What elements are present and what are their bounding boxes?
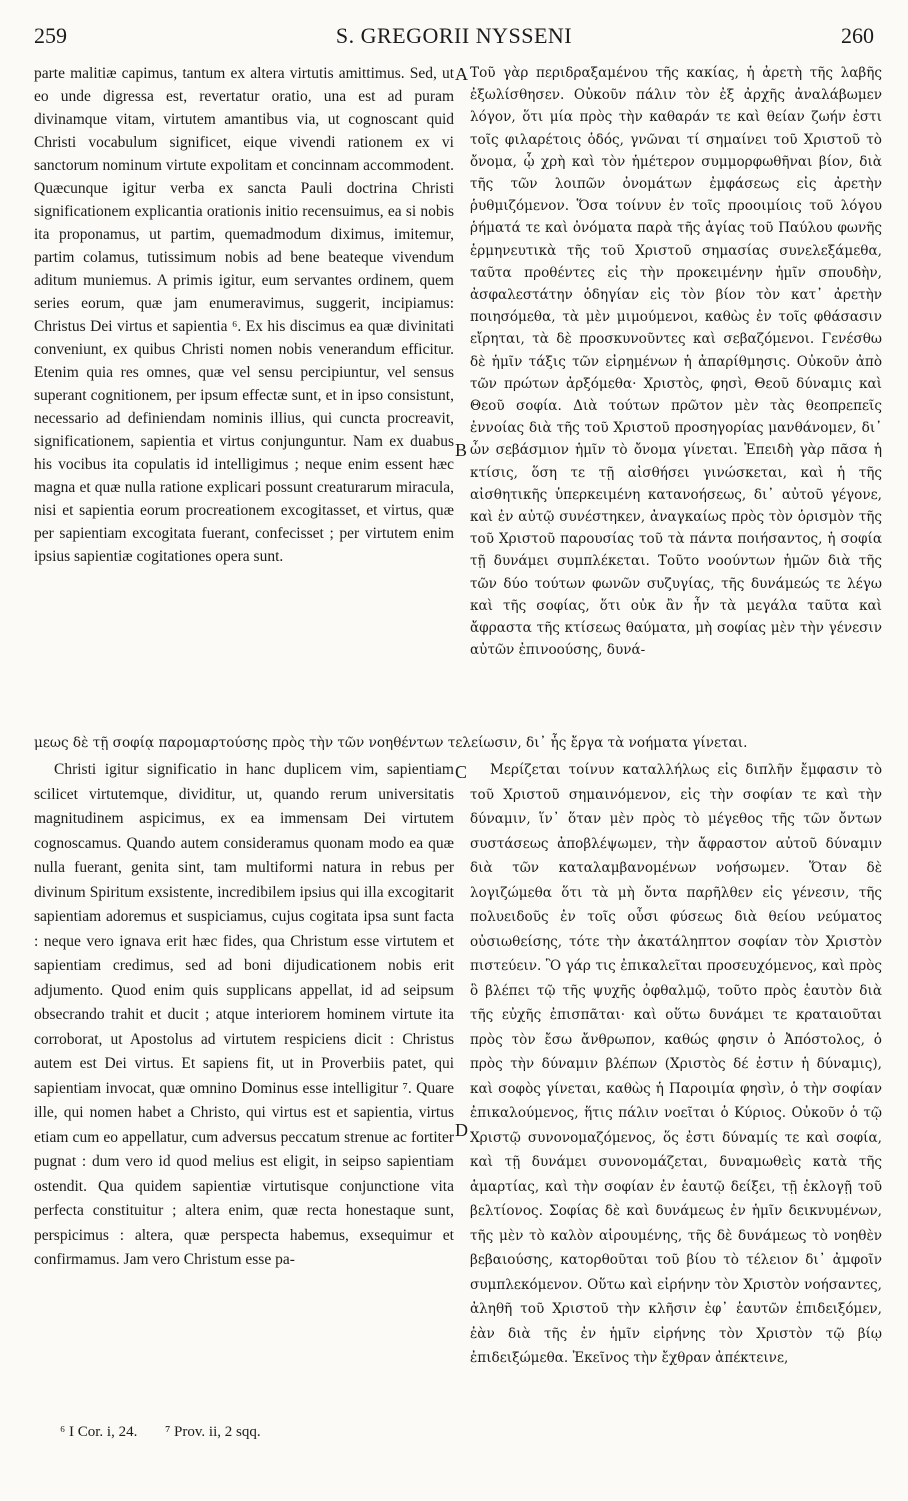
- greek-paragraph: Μερίζεται τοίνυν καταλλήλως εἰς διπλῆν ἔμφασιν τὸ τοῦ Χριστοῦ σημαινόμενον, εἰς τὴν σοφίαν τε καὶ τὴν δύναμιν, ἵν᾽ ὅταν μὲν πρὸς τὸ μέγεθος τῆς τῶν ὄντων συστάσεως ἀποβλέψωμεν, τὴν ἄφραστον αὐτοῦ δύναμιν διὰ τῶν καταλαμβανομένων νοήσωμεν. Ὅταν δὲ λογιζώμεθα ὅτι τὰ μὴ ὄντα παρῆλθεν εἰς γένεσιν, τῆς πολυειδοῦς ἐν τοῖς οὖσι φύσεως διὰ θείου νεύματος οὐσιωθείσης, τότε τὴν ἀκατάληπτον σοφίαν τὸν Χριστὸν πιστεύειν. Ὃ γάρ τις ἐπικαλεῖται προσευχόμενος, καὶ πρὸς ὃ βλέπει τῷ τῆς ψυχῆς ὀφθαλμῷ, τοῦτο πρὸς ἑαυτὸν διὰ τῆς εὐχῆς ἐπισπᾶται· καὶ οὕτω δυνάμει τε κραταιοῦται πρὸς τὸν ἔσω ἄνθρωπον, καθώς φησιν ὁ Ἀπόστολος, ὁ πρὸς τὴν δύναμιν βλέπων (Χριστὸς δέ ἐστιν ἡ δύναμις), καὶ σοφὸς γίνεται, καθὼς ἡ Παροιμία φησὶν, ὁ τὴν σοφίαν ἐπικαλούμενος, ἥτις πάλιν νοεῖται ὁ Κύριος. Οὐκοῦν ὁ τῷ Χριστῷ συνονομαζόμενος, ὅς ἐστι δύναμίς τε καὶ σοφία, καὶ τῇ δυνάμει συνονομάζεται, δυναμωθεὶς κατὰ τῆς ἁμαρτίας, καὶ τὴν σοφίαν ἐν ἑαυτῷ δείξει, τῇ ἐκλογῇ τοῦ βελτίονος. Σοφίας δὲ καὶ δυνάμεως ἐν ἡμῖν δεικνυμένων, τῆς μὲν τὸ καλὸν αἱρουμένης, τῆς δὲ δυνάμεως τὸ νοηθὲν βεβαιούσης, κατορθοῦται τοῦ βίου τὸ τέλειον δι᾽ ἀμφοῖν συμπλεκόμενον. Οὕτω καὶ εἰρήνην τὸν Χριστὸν νοήσαντες, ἀληθῆ τοῦ Χριστοῦ τὴν κλῆσιν ἐφ᾽ ἑαυτῶν ἐπιδειξόμεν, ἐὰν διὰ τῆς ἐν ἡμῖν εἰρήνης τὸν Χριστὸν τῷ βίῳ ἐπιδειξώμεθα. Ἐκεῖνος τὴν ἔχθραν ἀπέκτεινε,: [470, 762, 882, 1366]
- section-marker-d: D: [455, 1120, 468, 1140]
- page-number-right: 260: [841, 23, 874, 48]
- greek-column-upper: [470, 62, 882, 730]
- footnote-7: ⁷ Prov. ii, 2 sqq.: [165, 1424, 261, 1440]
- greek-full-width-line: μεως δὲ τῇ σοφίᾳ παρομαρτούσης πρὸς τὴν τῶν νοηθέντων τελείωσιν, δι᾽ ἧς ἔργα τὰ νοήματα γίνεται.: [34, 735, 748, 751]
- section-marker-c: C: [455, 762, 468, 782]
- section-marker-a: A: [455, 64, 468, 84]
- latin-paragraph: parte malitiæ capimus, tantum ex altera virtutis amittimus. Sed, ut eo unde digressa est, revertatur oratio, una est ad puram divinamque vitam, virtutem amantibus via, ut cognoscant quid Christi vocabulum significet, eique vivendi rationem ex vi sanctorum nominum virtute expolitam et concinnam accommodent. Quæcunque igitur verba ex sancta Pauli doctrina Christi significationem explicantia orationis initio recensuimus, ea si nobis ita proponamus, ut partim, quemadmodum diximus, imitemur, partim colamus, tutissimum nobis ad bene beateque vivendum aditum muniemus. A primis igitur, eum servantes ordinem, quem series eorum, quæ jam enumeravimus, suggerit, incipiamus: Christus Dei virtus et sapientia ⁶. Ex his discimus ea quæ divinitati conveniunt, ex quibus Christi nomen nobis venerandum efficitur. Etenim quia res omnes, quæ vel sensu percipiuntur, vel sensus superant cognitionem, per ipsum effectæ sunt, et in ipso consistunt, necessario ad definiendam nominis illius, qui cuncta procreavit, significationem, sapientia et virtus conjunguntur. Nam ex duabus his vocibus ita copulatis id intelligimus ; neque enim essent hæc magna et quæ nulla ratione explicari possunt creaturarum miracula, nisi et sapientia eorum procreationem excogitasset, et virtus, quæ per sapientiam excogitata fuerant, confecisset ; per virtutem enim ipsius sapientiæ cogitationes opera sunt.: [34, 65, 454, 565]
- greek-paragraph: Τοῦ γὰρ περιδραξαμένου τῆς κακίας, ἡ ἀρετὴ τῆς λαβῆς ἐξωλίσθησεν. Οὐκοῦν πάλιν τὸν ἐξ ἀρχῆς ἀναλάβωμεν λόγον, ὅτι μία πρὸς τὴν καθαράν τε καὶ θείαν ζωήν ἐστι τοῖς φιλαρέτοις ὁδός, γνῶναι τί σημαίνει τοῦ Χριστοῦ τὸ ὄνομα, ᾧ χρὴ καὶ τὸν ἡμέτερον συμμορφωθῆναι βίον, διὰ τῆς τῶν λοιπῶν ὀνομάτων ἐμφάσεως εἰς ἀρετὴν ῥυθμιζόμενον. Ὅσα τοίνυν ἐν τοῖς προοιμίοις τοῦ λόγου ῥήματά τε καὶ ὀνόματα παρὰ τῆς ἁγίας τοῦ Παύλου φωνῆς ἑρμηνευτικὰ τῆς τοῦ Χριστοῦ σημασίας συνελεξάμεθα, ταῦτα προθέντες εἰς τὴν προκειμένην ἡμῖν σπουδὴν, ἀσφαλεστάτην ὁδηγίαν εἰς τὸν βίον τὸν κατ᾽ ἀρετὴν ποιησόμεθα, τὰ μὲν μιμούμενοι, καθὼς ἐν τοῖς φθάσασιν εἴρηται, τὰ δὲ προσκυνοῦντες καὶ σεβαζόμενοι. Γενέσθω δὲ ἡμῖν τάξις τῶν εἰρημένων ἡ ἀπαρίθμησις. Οὐκοῦν ἀπὸ τῶν πρώτων ἀρξόμεθα· Χριστὸς, φησὶ, Θεοῦ δύναμις καὶ Θεοῦ σοφία. Διὰ τούτων πρῶτον μὲν τὰς θεοπρεπεῖς ἐννοίας διὰ τῆς τοῦ Χριστοῦ προσηγορίας μανθάνομεν, δι᾽ ὧν σεβάσμιον ἡμῖν τὸ ὄνομα γίνεται. Ἐπειδὴ γὰρ πᾶσα ἡ κτίσις, ὅση τε τῇ αἰσθήσει γινώσκεται, καὶ ἡ τῆς αἰσθητικῆς ὑπερκειμένη κατανοήσεως, δι᾽ αὐτοῦ γέγονε, καὶ ἐν αὐτῷ συνέστηκεν, ἀναγκαίως πρὸς τὸν ὁρισμὸν τῆς τοῦ Χριστοῦ παρουσίας τοῦ τὰ πάντα ποιήσαντος, ἡ σοφία τῇ δυνάμει συμπλέκεται. Τοῦτο νοούντων ἡμῶν διὰ τῆς τῶν δύο τούτων φωνῶν συζυγίας, τῆς δυνάμεώς τε λέγω καὶ τῆς σοφίας, ὅτι οὐκ ἂν ἦν τὰ μεγάλα ταῦτα καὶ ἄφραστα τῆς κτίσεως θαύματα, μὴ σοφίας μὲν τὴν γένεσιν αὐτῶν ἐπινοούσης, δυνά-: [470, 65, 882, 659]
- latin-column-upper: [34, 62, 454, 722]
- footnote-6: ⁶ I Cor. i, 24.: [60, 1424, 138, 1440]
- greek-column-lower: [470, 758, 882, 1408]
- latin-paragraph: Christi igitur significatio in hanc duplicem vim, sapientiam scilicet virtutemque, dividitur, ut, quando rerum universitatis magnitudinem aspicimus, ex ea immensam Dei virtutem cognoscamus. Quando autem consideramus quonam modo ea quæ nulla fuerant, genita sint, tam multiformi natura in rebus per divinum Spiritum exsistente, incredibilem ipsius qui illa excogitarit sapientiam adoremus et suspiciamus, cujus cogitata ipsa sunt facta : neque vero ignava erit hæc fides, qua Christum esse virtutem et sapientiam credimus, sed ad boni dijudicationem nobis erit adjumento. Quod enim quis supplicans appellat, id ad seipsum obsecrando trahit et ducit ; atque interiorem hominem virtute ita corroborat, ut Apostolus ad virtutem respiciens dicit : Christus autem est Dei virtus. Et sapiens fit, ut in Proverbiis patet, qui sapientiam invocat, quæ omnino Dominus esse intelligitur ⁷. Quare ille, qui nomen habet a Christo, qui virtus est et sapientia, virtus etiam cum eo appellatur, cum adversus peccatum strenue ac fortiter pugnat : dum vero id quod melius est eligit, in seipso sapientiam ostendit. Qua quidem sapientiæ virtutisque conjunctione vita perfecta constituitur ; altera enim, quæ recta honestaque sunt, perspicimus : altera, quæ perspecta habemus, exsequimur et confirmamus. Jam vero Christum esse pa-: [34, 761, 454, 1268]
- latin-column-lower: [34, 758, 454, 1408]
- footnotes: [60, 1424, 285, 1441]
- section-marker-b: B: [455, 440, 468, 460]
- page-number-left: 259: [34, 23, 67, 48]
- running-title: S. GREGORII NYSSENI: [335, 23, 573, 48]
- running-header: [34, 16, 874, 56]
